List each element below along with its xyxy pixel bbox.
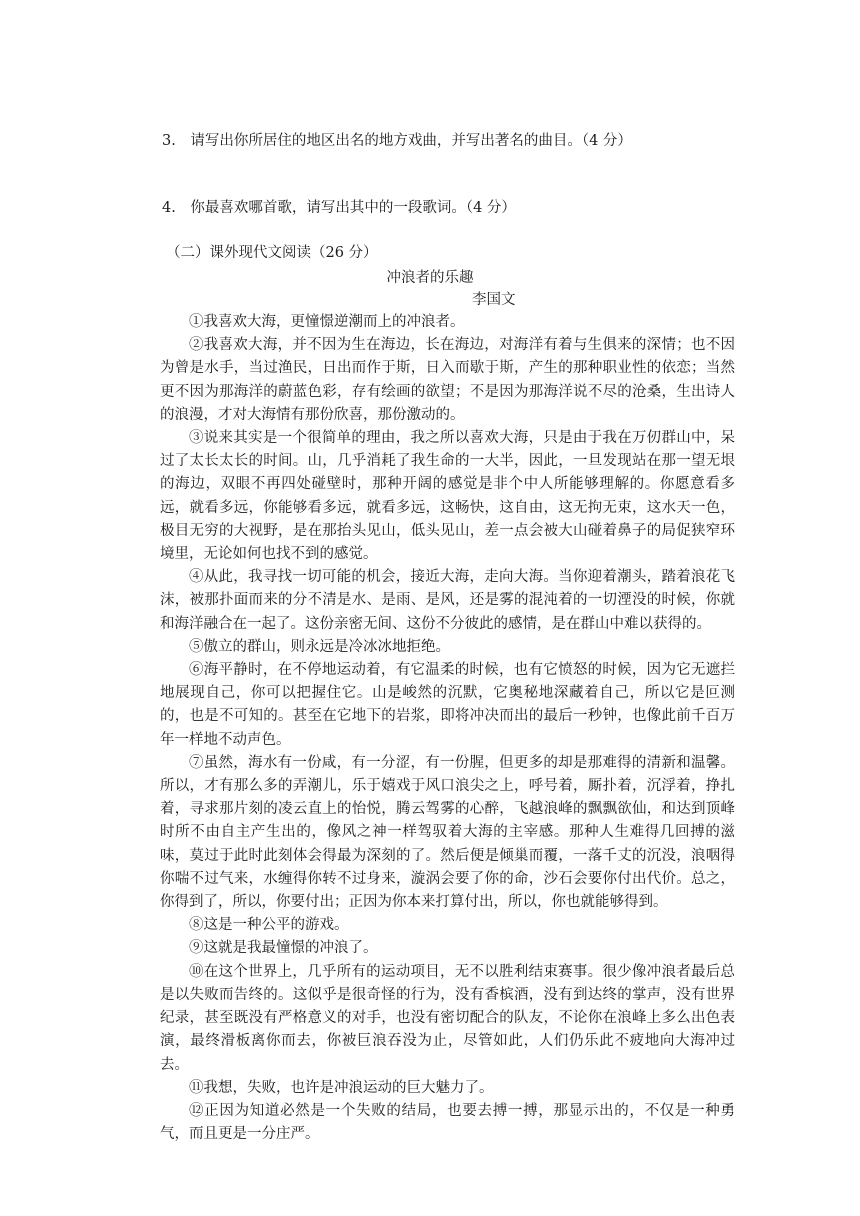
paragraph-6: ⑥海平静时，在不停地运动着，有它温柔的时候，也有它愤怒的时候，因为它无遮拦地展现自己，你可以把握住它。山是峻然的沉默，它奥秘地深藏着自己，所以它是叵测的，也是不可知的。甚至在它地下的岩浆，即将冲决而出的最后一秒钟，也像此前千百万年一样地不动声色。 — [160, 662, 735, 748]
article-body — [160, 311, 735, 1146]
paragraph-12: ⑫正因为知道必然是一个失败的结局，也要去搏一搏，那显示出的，不仅是一种勇气，而且更是一分庄严。 — [160, 1102, 735, 1143]
article-author: 李国文 — [472, 292, 516, 308]
paragraph-1: ①我喜欢大海，更憧憬逆潮而上的冲浪者。 — [189, 314, 465, 330]
question-4: 4. 你最喜欢哪首歌，请写出其中的一段歌词。（4 分） — [162, 200, 516, 216]
paragraph-9: ⑨这就是我最憧憬的冲浪了。 — [189, 940, 378, 957]
paragraph-2: ②我喜欢大海，并不因为生在海边，长在海边，对海洋有着与生俱来的深情；也不因为曾是水手，当过渔民，日出而作于斯，日入而歇于斯，产生的那种职业性的依恋；当然更不因为那海洋的蔚蓝色彩，存有绘画的欲望；不是因为那海洋说不尽的沧桑，生出诗人的浪漫，才对大海情有那份欣喜，那份激动的。 — [160, 337, 735, 423]
paragraph-4: ④从此，我寻找一切可能的机会，接近大海，走向大海。当你迎着潮头，踏着浪花飞沫，被那扑面而来的分不清是水、是雨、是风，还是雾的混沌着的一切湮没的时候，你就和海洋融合在一起了。这份亲密无间、这份不分彼此的感情，是在群山中难以获得的。 — [160, 569, 735, 632]
paragraph-10: ⑩在这个世界上，几乎所有的运动项目，无不以胜利结束赛事。很少像冲浪者最后总是以失败而告终的。这似乎是很奇怪的行为，没有香槟酒，没有到达终的掌声，没有世界纪录，甚至既没有严格意义的对手，也没有密切配合的队友，不论你在浪峰上多么出色表演，最终滑板离你而去，你被巨浪吞没为止，尽管如此，人们仍乐此不疲地向大海冲过去。 — [160, 963, 735, 1073]
section-heading: （二）课外现代文阅读（26 分） — [166, 245, 378, 261]
paragraph-8: ⑧这是一种公平的游戏。 — [189, 917, 349, 934]
paragraph-7: ⑦虽然，海水有一份咸，有一分涩，有一份腥，但更多的却是那难得的清新和温馨。所以，才有那么多的弄潮儿，乐于嬉戏于风口浪尖之上，呼号着，厮扑着，沉浮着，挣扎着，寻求那片刻的凌云直上的怡悦，腾云驾雾的心醉，飞越浪峰的飘飘欲仙，和达到顶峰时所不由自主产生出的，像风之神一样驾驭着大海的主宰感。那种人生难得几回搏的滋味，莫过于此时此刻体会得最为深刻的了。然后便是倾巢而覆，一落千丈的沉没，浪咽得你喘不过气来，水缠得你转不过身来，漩涡会要了你的命，沙石会要你付出代价。总之，你得到了，所以，你要付出；正因为你本来打算付出，所以，你也就能够得到。 — [160, 754, 735, 911]
paragraph-11: ⑪我想，失败，也许是冲浪运动的巨大魅力了。 — [189, 1079, 494, 1096]
article-title: 冲浪者的乐趣 — [386, 270, 474, 286]
paragraph-3: ③说来其实是一个很简单的理由，我之所以喜欢大海，只是由于我在万仞群山中，呆过了太长太长的时间。山，几乎消耗了我生命的一大半，因此，一旦发现站在那一望无垠的海边，双眼不再四处碰壁时，那种开阔的感觉是非个中人所能够理解的。你愿意看多远，就看多远，你能够看多远，就看多远，这畅快，这自由，这无拘无束，这水天一色，极目无穷的大视野，是在那抬头见山，低头见山，差一点会被大山碰着鼻子的局促狭窄环境里，无论如何也找不到的感觉。 — [160, 430, 735, 563]
question-3: 3. 请写出你所居住的地区出名的地方戏曲，并写出著名的曲目。（4 分） — [162, 133, 632, 149]
paragraph-5: ⑤傲立的群山，则永远是冷冰冰地拒绝。 — [189, 638, 450, 655]
